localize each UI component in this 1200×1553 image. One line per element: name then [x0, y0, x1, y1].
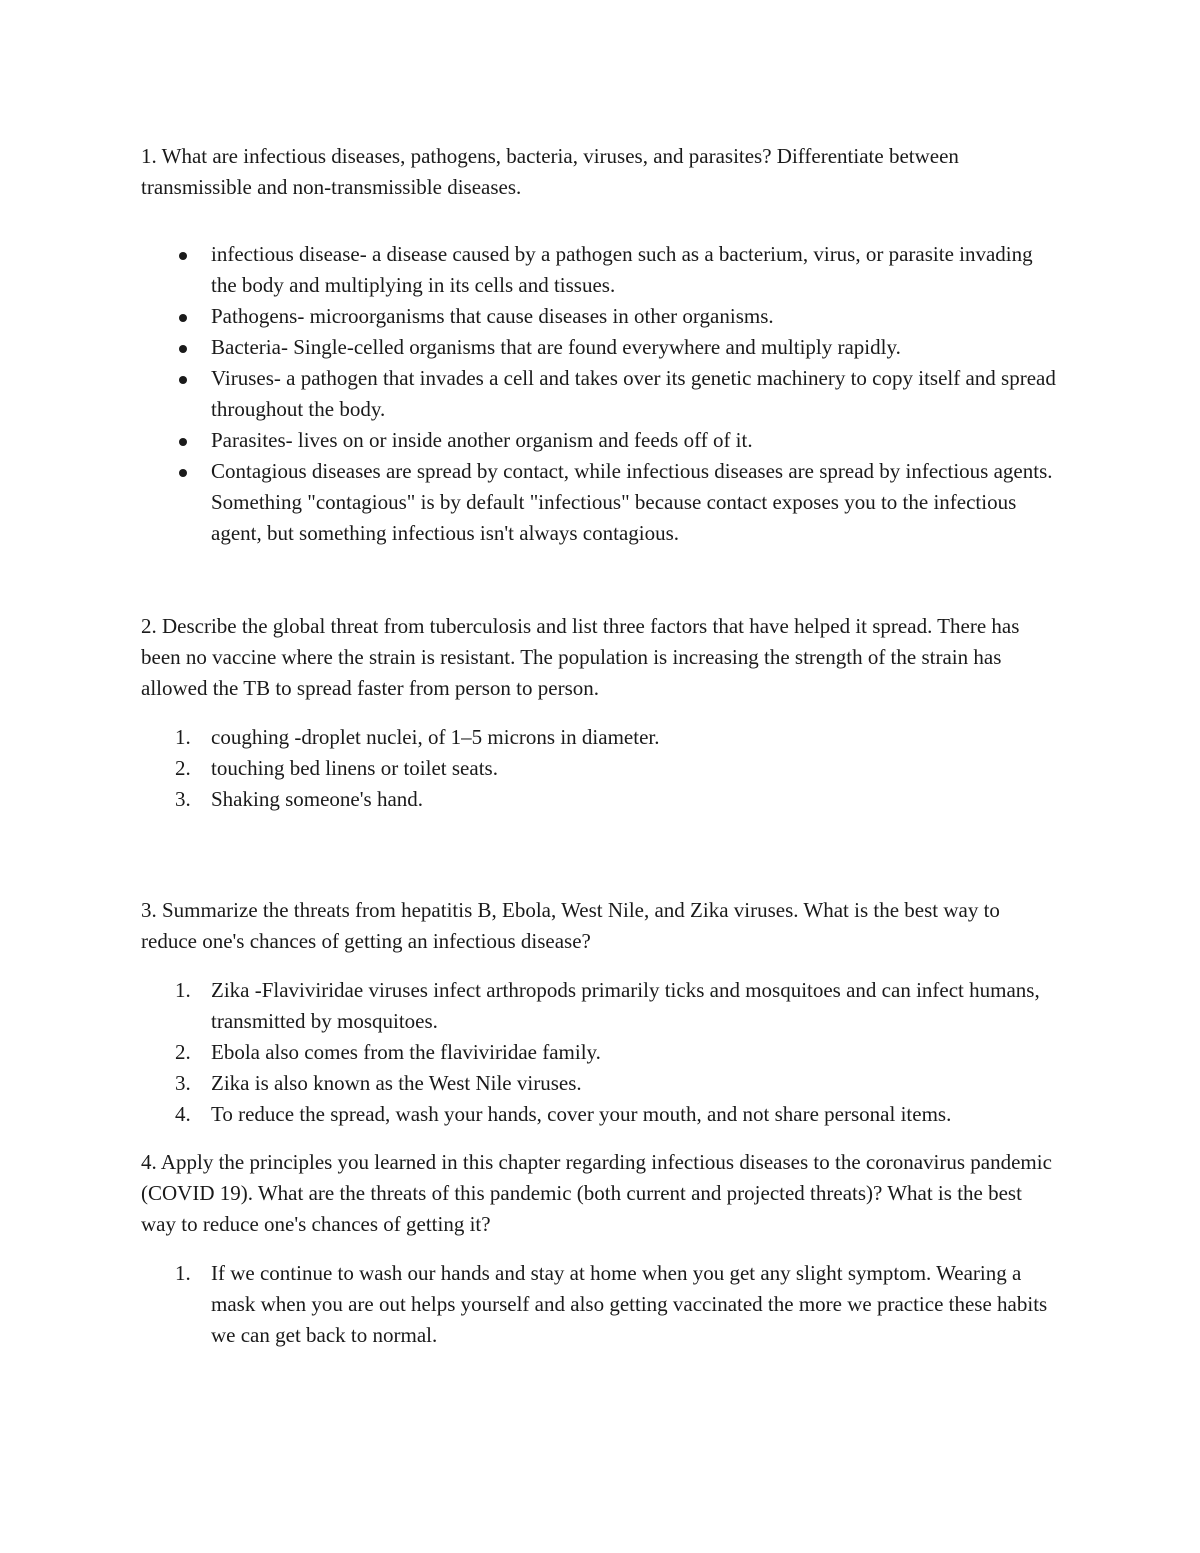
- list-item: Pathogens- microorganisms that cause diseases in other organisms.: [141, 301, 1061, 332]
- question-3-list: [141, 975, 1061, 1130]
- list-item: Parasites- lives on or inside another organism and feeds off of it.: [141, 425, 1061, 456]
- list-item: infectious disease- a disease caused by a pathogen such as a bacterium, virus, or parasite invading the body and multiplying in its cells and tissues.: [141, 239, 1061, 301]
- bullet-icon: [179, 469, 187, 477]
- list-item: 2. Ebola also comes from the flaviviridae family.: [175, 1040, 601, 1064]
- list-item: 1. Zika -Flaviviridae viruses infect arthropods primarily ticks and mosquitoes and can infect humans, transmitted by mosquitoes.: [175, 978, 1040, 1033]
- list-item: 2. touching bed linens or toilet seats.: [175, 756, 498, 780]
- question-4-list: [141, 1258, 1061, 1351]
- bullet-icon: [179, 376, 187, 384]
- list-item: Viruses- a pathogen that invades a cell and takes over its genetic machinery to copy itself and spread throughout the body.: [141, 363, 1061, 425]
- question-2: 2. Describe the global threat from tuberculosis and list three factors that have helped it spread. There has been no vaccine where the strain is resistant. The population is increasing the strength of the strain has allowed the TB to spread faster from person to person.: [141, 614, 1020, 700]
- list-item: 3. Zika is also known as the West Nile viruses.: [175, 1071, 582, 1095]
- bullet-icon: [179, 345, 187, 353]
- list-item: 1. If we continue to wash our hands and stay at home when you get any slight symptom. Wearing a mask when you are out helps yourself and also getting vaccinated the more we practice these habits we can get back to normal.: [175, 1261, 1048, 1347]
- question-2-list: [141, 722, 1061, 815]
- list-item: Bacteria- Single-celled organisms that are found everywhere and multiply rapidly.: [141, 332, 1061, 363]
- bullet-icon: [179, 252, 187, 260]
- list-item: 3. Shaking someone's hand.: [175, 787, 424, 811]
- question-4: 4. Apply the principles you learned in this chapter regarding infectious diseases to the coronavirus pandemic (COVID 19). What are the threats of this pandemic (both current and projected threats)? What is the best way to reduce one's chances of getting it?: [141, 1150, 1052, 1236]
- question-1: 1. What are infectious diseases, pathogens, bacteria, viruses, and parasites? Differentiate between transmissible and non-transmissible diseases.: [141, 144, 959, 199]
- document-page: [141, 141, 1061, 1351]
- bullet-icon: [179, 314, 187, 322]
- question-3: 3. Summarize the threats from hepatitis B, Ebola, West Nile, and Zika viruses. What is the best way to reduce one's chances of getting an infectious disease?: [141, 898, 1000, 953]
- question-1-bullets: [141, 239, 1061, 549]
- list-item: Contagious diseases are spread by contact, while infectious diseases are spread by infectious agents. Something "contagious" is by default "infectious" because contact exposes you to the infectious agent, but something infectious isn't always contagious.: [141, 456, 1061, 549]
- list-item: 4. To reduce the spread, wash your hands, cover your mouth, and not share personal items.: [175, 1102, 952, 1126]
- list-item: 1. coughing -droplet nuclei, of 1–5 microns in diameter.: [175, 725, 660, 749]
- bullet-icon: [179, 438, 187, 446]
